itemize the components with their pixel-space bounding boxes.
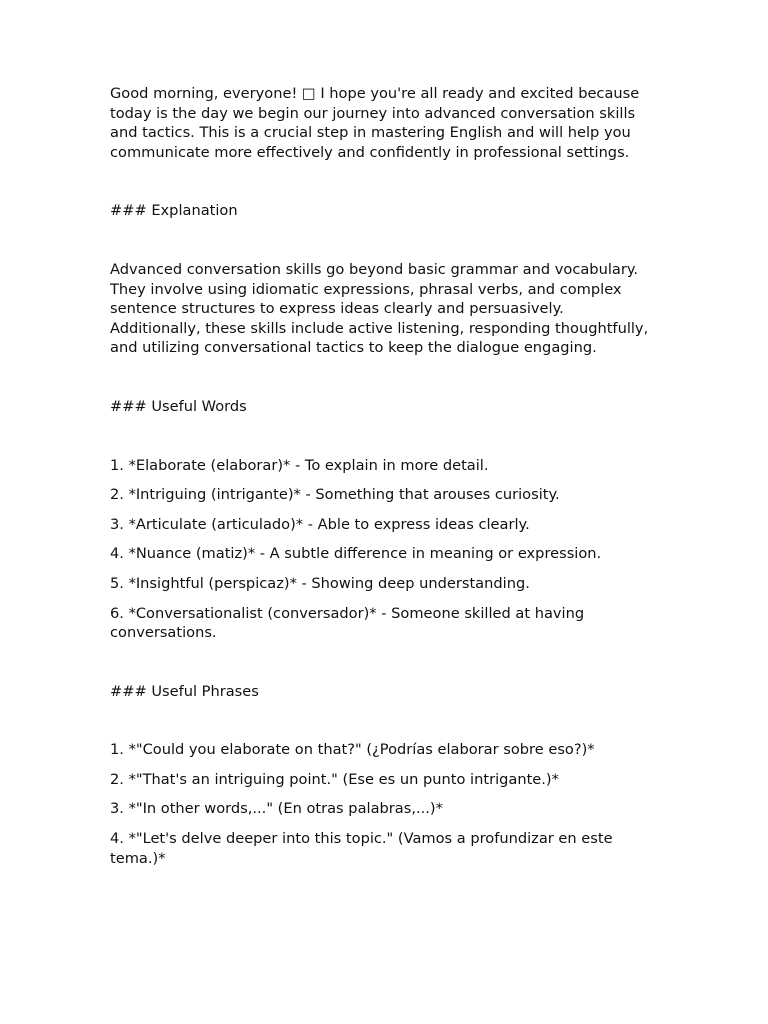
list-item: 6. *Conversationalist (conversador)* - Someone skilled at having conversations. xyxy=(110,604,585,642)
explanation-paragraph: Advanced conversation skills go beyond basic grammar and vocabulary. They involve using idiomatic expressions, phrasal verbs, and complex sentence structures to express ideas clearly and persuasively. Additionally, these skills include active listening, responding thoughtfully, and utilizing conversational tactics to keep the dialogue engaging. xyxy=(110,260,649,357)
list-item: 3. *Articulate (articulado)* - Able to express ideas clearly. xyxy=(110,515,530,533)
explanation-heading: ### Explanation xyxy=(110,202,238,220)
useful-phrases-list xyxy=(110,740,655,868)
useful-words-list xyxy=(110,456,655,643)
list-item: 1. *"Could you elaborate on that?" (¿Podrías elaborar sobre eso?)* xyxy=(110,741,595,759)
list-item: 3. *"In other words,..." (En otras palabras,...)* xyxy=(110,800,443,818)
list-item: 2. *"That's an intriguing point." (Ese es un punto intrigante.)* xyxy=(110,770,559,788)
list-item: 4. *Nuance (matiz)* - A subtle difference in meaning or expression. xyxy=(110,545,602,563)
list-item: 1. *Elaborate (elaborar)* - To explain in more detail. xyxy=(110,456,489,474)
list-item: 2. *Intriguing (intrigante)* - Something that arouses curiosity. xyxy=(110,486,560,504)
useful-words-heading: ### Useful Words xyxy=(110,397,247,415)
list-item: 5. *Insightful (perspicaz)* - Showing deep understanding. xyxy=(110,574,530,592)
intro-paragraph: Good morning, everyone! □ I hope you're all ready and excited because today is the day we begin our journey into advanced conversation skills and tactics. This is a crucial step in mastering English and will help you communicate more effectively and confidently in professional settings. xyxy=(110,85,640,161)
useful-phrases-heading: ### Useful Phrases xyxy=(110,682,259,700)
list-item: 4. *"Let's delve deeper into this topic." (Vamos a profundizar en este tema.)* xyxy=(110,830,613,867)
document-page xyxy=(110,84,655,868)
